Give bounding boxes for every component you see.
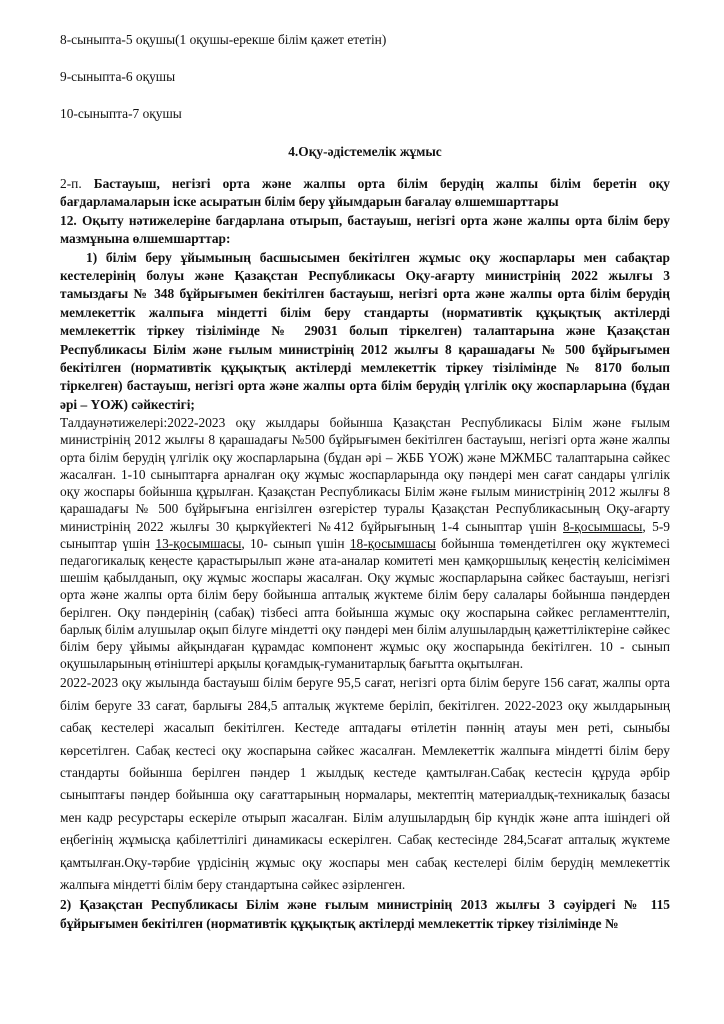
- point-12: 12. Оқыту нәтижелеріне бағдарлана отырып, бастауыш, негізгі орта және жалпы орта білім беру мазмұнына өлшемшарттар:: [60, 212, 670, 247]
- chapter-title: [60, 175, 670, 212]
- appendix-link-8[interactable]: 8-қосымшасы: [563, 518, 643, 534]
- intro-line: 8-сыныпта-5 оқушы(1 оқушы-ерекше білім қажет ететін): [60, 32, 387, 47]
- appendix-link-13[interactable]: 13-қосымшасы: [155, 535, 242, 551]
- section-heading: 4.Оқу-әдістемелік жұмыс: [288, 144, 442, 159]
- workload-paragraph: 2022-2023 оқу жылында бастауыш білім беруге 95,5 сағат, негізгі орта білім беруге 156 сағат, жалпы орта білім беруге 33 сағат, барлығы 284,5 апталық жүктеме беріліп, бекітілген. 2022-2023 оқу жылдарының сабақ кестелері жасалып бекітілген. Кестеде аптадағы өтілетін пәннің атауы мен реті, сыныбы көрсетілген. Сабақ кестесі оқу жоспарына сәйкес жасалған. Мемлекеттік жалпыға міндетті білім беру стандарты бойынша берілген пәндер 1 жылдық кестеде қамтылған.Сабақ кестесін құруда әрбір сыныптағы пәндер бойынша оқу сағаттарының нормалары, мектептің материалдық-техникалық базасы мен кадр ресурстары ескеріле отырып жасалған. Білім алушылардың бір күндік және апта ішіндегі ой еңбегінің жұмысқа қабілеттілігі динамикасы ескерілген. Сабақ кестесінде 284,5сағат апталық жүктеме қамтылған.Оқу-тәрбие үрдісінің жұмыс оқу жоспары мен сабақ кестелері білім берудің мемлекеттік жалпыға міндетті білім беру стандартына сәйкес әзірленген.: [60, 675, 670, 892]
- chapter-title-text: Бастауыш, негізгі орта және жалпы орта білім берудің жалпы білім беретін оқу бағдарламаларын іске асыратын білім беру ұйымдарын бағалау өлшемшарттары: [60, 176, 670, 210]
- analysis-paragraph: Талдаунәтижелері:2022-2023 оқу жылдары бойынша Қазақстан Республикасы Білім және ғылым министрінің 2012 жылғы 8 қарашадағы №500 бұйрығымен бекітілген бастауыш, негізгі орта және жалпы орта білім берудің үлгілік оқу жоспарларына (бұдан әрі – ЖББ ҮОЖ) және МЖМБС талаптарына сәйкес жасалған. 1-10 сыныптарға арналған оқу жұмыс жоспарларында оқу пәндері мен сағат сандары үлгілік оқу жоспары бойынша құрылған. Қазақстан Республикасы Білім және ғылым министрінің 2012 жылғы 8 қарашадағы № 500 бұйрығына енгізілген өзгерістер туралы Қазақстан Республикасының Оқу-ағарту министрінің 2022 жылғы 30 қыркүйектегі №412 бұйрығының 1-4 сыныптар үшін 8-қосымшасы, 5-9 сыныптар үшін 13-қосымшасы, 10- сынып үшін 18-қосымшасы бойынша төмендетілген оқу жүктемесі педагогикалық кеңесте қарастырылып және ата-аналар комитеті мен қамқоршылық кеңестің келісімімен шешім қабылданып, оқу жұмыс жоспары жасалған. Оқу жұмыс жоспарларына сәйкес бастауыш, негізгі орта және жалпы орта білім беру бойынша апталық жүктеме білім беру салалары бойынша пәндерден берілген. Оқу пәндерінің (сабақ) тізбесі апта бойынша жұмыс оқу жоспарына сәйкес регламенттеліп, барлық білім алушылар оқып білуге міндетті оқу пәндері мен білім алушылардың қажеттіліктеріне сәйкес білім беру ұйымы айқындаған құрамдас компонент жұмыс оқу жоспарында бекітілген. 10 - сынып оқушыларының өтініштері арқылы қоғамдық-гуманитарлық бағытта оқытылған.: [60, 415, 670, 672]
- appendix-link-18[interactable]: 18-қосымшасы: [349, 535, 436, 551]
- intro-line: 9-сыныпта-6 оқушы: [60, 69, 176, 84]
- class-counts: [60, 32, 670, 122]
- criterion-1: 1) білім беру ұйымының басшысымен бекітілген жұмыс оқу жоспарлары мен сабақтар кестелерінің болуы және Қазақстан Республикасы Оқу-ағарту министрінің 2022 жылғы 3 тамыздағы № 348 бұйрығымен бекітілген бастауыш, негізгі орта және жалпы орта білім берудің мемлекеттік жалпыға міндетті білім беру стандарты (нормативтік құқықтық актілерді мемлекеттік тіркеу тізілімінде № 29031 болып тіркелген) талаптарына және Қазақстан Республикасы Білім және ғылым министрінің 2012 жылғы 8 қарашадағы № 500 бұйрығымен бекітілген (нормативтік құқықтық актілерді мемлекеттік тіркеу тізілімінде № 8170 болып тіркелген) бастауыш, негізгі орта және жалпы орта білім берудің үлгілік оқу жоспарларына (бұдан әрі – ҮОЖ) сәйкестігі;: [60, 249, 670, 412]
- chapter-prefix: 2-п.: [60, 176, 82, 191]
- intro-line: 10-сыныпта-7 оқушы: [60, 106, 182, 121]
- criterion-2: 2) Қазақстан Республикасы Білім және ғылым министрінің 2013 жылғы 3 сәуірдегі № 115 бұйрығымен бекітілген (нормативтік құқықтық актілерді мемлекеттік тіркеу тізілімінде №: [60, 897, 670, 931]
